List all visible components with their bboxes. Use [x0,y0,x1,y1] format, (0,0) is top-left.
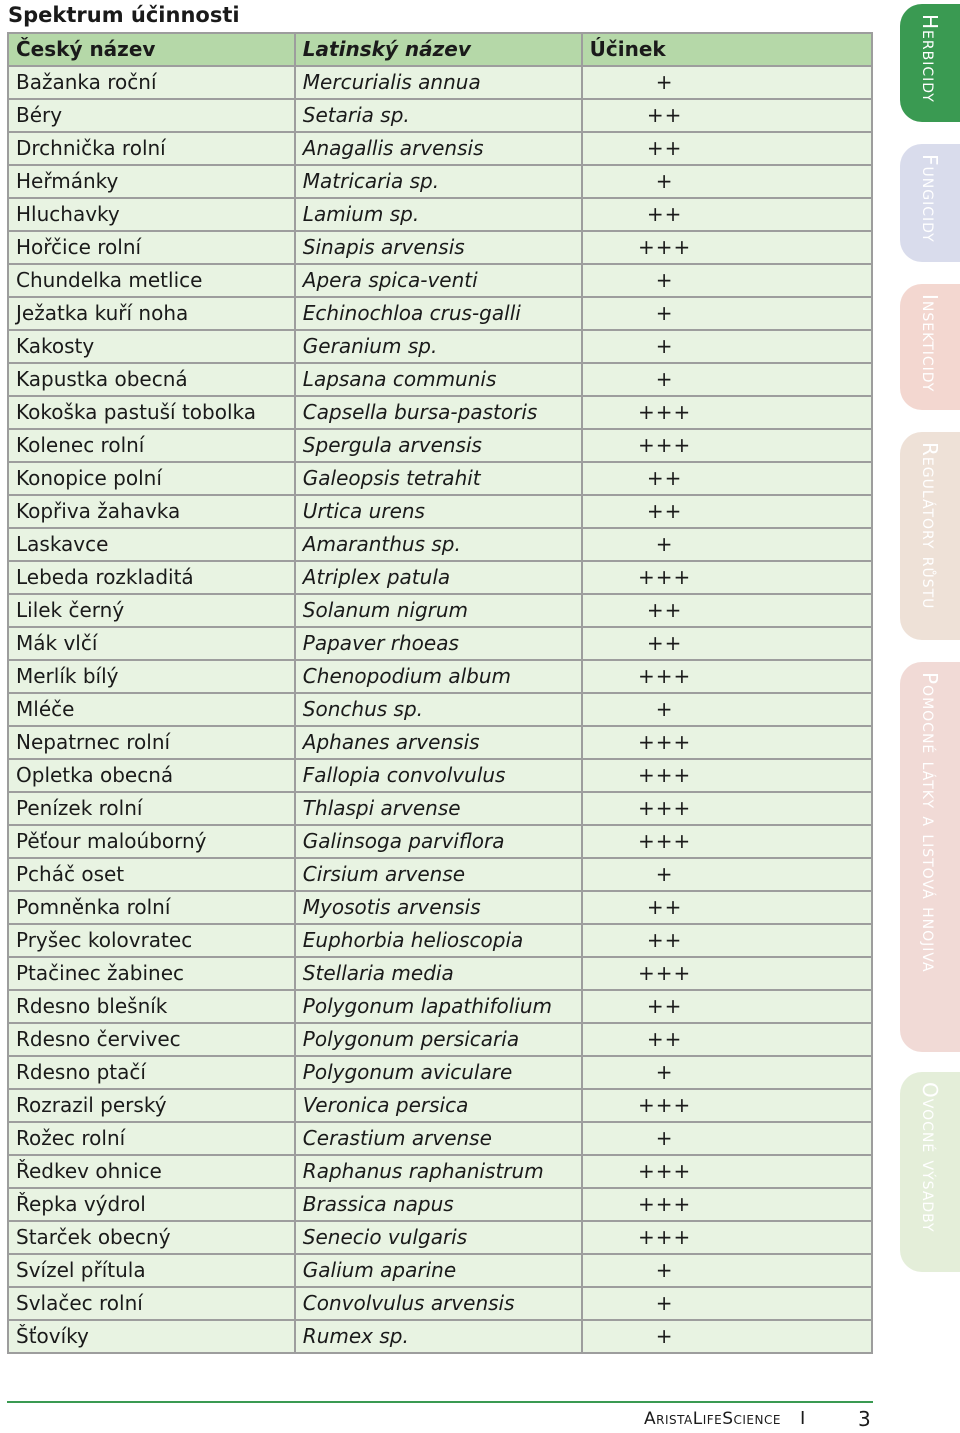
table-row [9,265,871,298]
czech-name-cell: Rdesno červivec [9,1024,296,1057]
footer-divider [7,1401,873,1403]
table-row [9,1222,871,1255]
effect-cell [583,1255,871,1288]
table-row [9,1288,871,1321]
latin-name-cell: Galinsoga parviflora [296,826,583,859]
effect-cell [583,595,871,628]
effect-cell [583,562,871,595]
czech-name-cell: Opletka obecná [9,760,296,793]
effect-cell [583,991,871,1024]
czech-name-cell: Konopice polní [9,463,296,496]
spectrum-table [7,32,873,1354]
effect-value: ++ [646,928,683,952]
tab-herbicidy[interactable] [900,4,960,122]
effect-cell [583,727,871,760]
czech-name-cell: Merlík bílý [9,661,296,694]
effect-value: +++ [638,433,692,457]
effect-cell [583,826,871,859]
effect-cell [583,529,871,562]
czech-name-cell: Rozrazil perský [9,1090,296,1123]
header-latin-name: Latinský název [296,34,583,67]
table-header-row [9,34,871,67]
effect-cell [583,199,871,232]
effect-cell [583,133,871,166]
table-row [9,496,871,529]
effect-cell [583,1288,871,1321]
page-number: 3 [858,1407,871,1431]
latin-name-cell: Convolvulus arvensis [296,1288,583,1321]
table-row [9,1090,871,1123]
czech-name-cell: Pomněnka rolní [9,892,296,925]
latin-name-cell: Anagallis arvensis [296,133,583,166]
effect-value: +++ [638,796,692,820]
effect-value: + [655,1258,674,1282]
latin-name-cell: Apera spica-venti [296,265,583,298]
page-title: Spektrum účinnosti [8,3,240,27]
effect-value: +++ [638,730,692,754]
latin-name-cell: Chenopodium album [296,661,583,694]
effect-cell [583,232,871,265]
latin-name-cell: Galeopsis tetrahit [296,463,583,496]
effect-cell [583,1156,871,1189]
latin-name-cell: Raphanus raphanistrum [296,1156,583,1189]
table-row [9,166,871,199]
effect-cell [583,793,871,826]
czech-name-cell: Mák vlčí [9,628,296,661]
czech-name-cell: Pryšec kolovratec [9,925,296,958]
effect-value: +++ [638,961,692,985]
effect-value: +++ [638,829,692,853]
latin-name-cell: Euphorbia helioscopia [296,925,583,958]
latin-name-cell: Sinapis arvensis [296,232,583,265]
effect-value: ++ [646,466,683,490]
footer-separator: I [800,1408,806,1429]
czech-name-cell: Lilek černý [9,595,296,628]
effect-value: + [655,268,674,292]
effect-value: + [655,1060,674,1084]
table-row [9,562,871,595]
latin-name-cell: Atriplex patula [296,562,583,595]
effect-cell [583,859,871,892]
table-row [9,133,871,166]
effect-value: + [655,1126,674,1150]
effect-value: + [655,1291,674,1315]
effect-value: + [655,532,674,556]
effect-cell [583,430,871,463]
czech-name-cell: Lebeda rozkladitá [9,562,296,595]
czech-name-cell: Kokoška pastuší tobolka [9,397,296,430]
table-row [9,760,871,793]
latin-name-cell: Urtica urens [296,496,583,529]
czech-name-cell: Rožec rolní [9,1123,296,1156]
tab-label: Pomocné látky a listová hnojiva [918,672,942,973]
table-row [9,331,871,364]
effect-cell [583,1057,871,1090]
effect-value: +++ [638,1225,692,1249]
header-effect: Účinek [583,34,871,67]
czech-name-cell: Chundelka metlice [9,265,296,298]
table-row [9,1057,871,1090]
effect-value: ++ [646,994,683,1018]
table-row [9,826,871,859]
table-row [9,298,871,331]
effect-value: ++ [646,499,683,523]
czech-name-cell: Nepatrnec rolní [9,727,296,760]
effect-value: + [655,70,674,94]
czech-name-cell: Řepka výdrol [9,1189,296,1222]
latin-name-cell: Geranium sp. [296,331,583,364]
section-tabs [900,0,960,1300]
latin-name-cell: Veronica persica [296,1090,583,1123]
table-row [9,595,871,628]
effect-cell [583,397,871,430]
latin-name-cell: Galium aparine [296,1255,583,1288]
latin-name-cell: Mercurialis annua [296,67,583,100]
latin-name-cell: Brassica napus [296,1189,583,1222]
czech-name-cell: Heřmánky [9,166,296,199]
latin-name-cell: Thlaspi arvense [296,793,583,826]
table-row [9,1321,871,1352]
latin-name-cell: Echinochloa crus-galli [296,298,583,331]
effect-value: +++ [638,763,692,787]
czech-name-cell: Pcháč oset [9,859,296,892]
table-row [9,925,871,958]
effect-value: +++ [638,565,692,589]
effect-cell [583,265,871,298]
tab-label: Regulátory růstu [918,442,942,610]
effect-value: ++ [646,103,683,127]
latin-name-cell: Lapsana communis [296,364,583,397]
effect-cell [583,67,871,100]
latin-name-cell: Cerastium arvense [296,1123,583,1156]
effect-cell [583,166,871,199]
czech-name-cell: Svlačec rolní [9,1288,296,1321]
table-row [9,1255,871,1288]
effect-cell [583,1090,871,1123]
czech-name-cell: Šťovíky [9,1321,296,1352]
tab-regulatory-rustu[interactable] [900,432,960,640]
latin-name-cell: Setaria sp. [296,100,583,133]
latin-name-cell: Aphanes arvensis [296,727,583,760]
latin-name-cell: Capsella bursa-pastoris [296,397,583,430]
effect-cell [583,298,871,331]
czech-name-cell: Starček obecný [9,1222,296,1255]
effect-cell [583,958,871,991]
tab-label: Ovocné výsadby [918,1082,942,1233]
latin-name-cell: Cirsium arvense [296,859,583,892]
table-row [9,892,871,925]
effect-cell [583,1222,871,1255]
table-row [9,991,871,1024]
latin-name-cell: Sonchus sp. [296,694,583,727]
table-row [9,100,871,133]
effect-value: + [655,367,674,391]
latin-name-cell: Fallopia convolvulus [296,760,583,793]
effect-value: +++ [638,664,692,688]
table-row [9,958,871,991]
table-row [9,529,871,562]
table-row [9,1123,871,1156]
effect-value: + [655,862,674,886]
effect-value: + [655,169,674,193]
table-row [9,694,871,727]
czech-name-cell: Ježatka kuří noha [9,298,296,331]
effect-value: ++ [646,1027,683,1051]
czech-name-cell: Drchnička rolní [9,133,296,166]
effect-cell [583,760,871,793]
czech-name-cell: Kakosty [9,331,296,364]
effect-value: + [655,1324,674,1348]
table-row [9,628,871,661]
effect-value: ++ [646,202,683,226]
czech-name-cell: Rdesno ptačí [9,1057,296,1090]
czech-name-cell: Kopřiva žahavka [9,496,296,529]
tab-label: Insekticidy [918,294,942,393]
effect-cell [583,694,871,727]
effect-value: ++ [646,598,683,622]
latin-name-cell: Matricaria sp. [296,166,583,199]
effect-value: ++ [646,895,683,919]
czech-name-cell: Ptačinec žabinec [9,958,296,991]
latin-name-cell: Lamium sp. [296,199,583,232]
effect-value: +++ [638,1159,692,1183]
table-row [9,859,871,892]
czech-name-cell: Mléče [9,694,296,727]
latin-name-cell: Senecio vulgaris [296,1222,583,1255]
effect-cell [583,892,871,925]
table-body [9,67,871,1352]
czech-name-cell: Hořčice rolní [9,232,296,265]
tab-ovocne-vysadby[interactable] [900,1072,960,1272]
effect-cell [583,1024,871,1057]
tab-fungicidy[interactable] [900,144,960,262]
table-row [9,364,871,397]
czech-name-cell: Svízel přítula [9,1255,296,1288]
latin-name-cell: Spergula arvensis [296,430,583,463]
effect-value: +++ [638,1192,692,1216]
czech-name-cell: Bažanka roční [9,67,296,100]
table-row [9,1189,871,1222]
table-row [9,1156,871,1189]
table-row [9,397,871,430]
latin-name-cell: Rumex sp. [296,1321,583,1352]
latin-name-cell: Amaranthus sp. [296,529,583,562]
tab-pomocne-latky[interactable] [900,662,960,1052]
effect-cell [583,628,871,661]
czech-name-cell: Kolenec rolní [9,430,296,463]
effect-value: + [655,334,674,358]
effect-cell [583,925,871,958]
table-row [9,463,871,496]
tab-label: Herbicidy [918,14,942,103]
table-row [9,727,871,760]
latin-name-cell: Polygonum lapathifolium [296,991,583,1024]
effect-cell [583,1123,871,1156]
czech-name-cell: Pěťour maloúborný [9,826,296,859]
table-row [9,1024,871,1057]
effect-cell [583,1321,871,1352]
effect-cell [583,364,871,397]
header-czech-name: Český název [9,34,296,67]
table-row [9,199,871,232]
table-row [9,430,871,463]
tab-label: Fungicidy [918,154,942,243]
table-row [9,232,871,265]
effect-value: ++ [646,136,683,160]
latin-name-cell: Stellaria media [296,958,583,991]
footer-brand: AristaLifeScience [644,1409,781,1429]
effect-value: ++ [646,631,683,655]
czech-name-cell: Penízek rolní [9,793,296,826]
latin-name-cell: Solanum nigrum [296,595,583,628]
czech-name-cell: Hluchavky [9,199,296,232]
table-row [9,661,871,694]
czech-name-cell: Rdesno blešník [9,991,296,1024]
table-row [9,67,871,100]
czech-name-cell: Laskavce [9,529,296,562]
tab-insekticidy[interactable] [900,284,960,410]
czech-name-cell: Ředkev ohnice [9,1156,296,1189]
latin-name-cell: Papaver rhoeas [296,628,583,661]
latin-name-cell: Polygonum aviculare [296,1057,583,1090]
effect-value: +++ [638,235,692,259]
effect-cell [583,331,871,364]
effect-cell [583,496,871,529]
effect-cell [583,463,871,496]
effect-cell [583,1189,871,1222]
czech-name-cell: Kapustka obecná [9,364,296,397]
effect-value: + [655,301,674,325]
effect-cell [583,661,871,694]
effect-cell [583,100,871,133]
effect-value: +++ [638,400,692,424]
effect-value: + [655,697,674,721]
czech-name-cell: Béry [9,100,296,133]
latin-name-cell: Polygonum persicaria [296,1024,583,1057]
table-row [9,793,871,826]
effect-value: +++ [638,1093,692,1117]
latin-name-cell: Myosotis arvensis [296,892,583,925]
